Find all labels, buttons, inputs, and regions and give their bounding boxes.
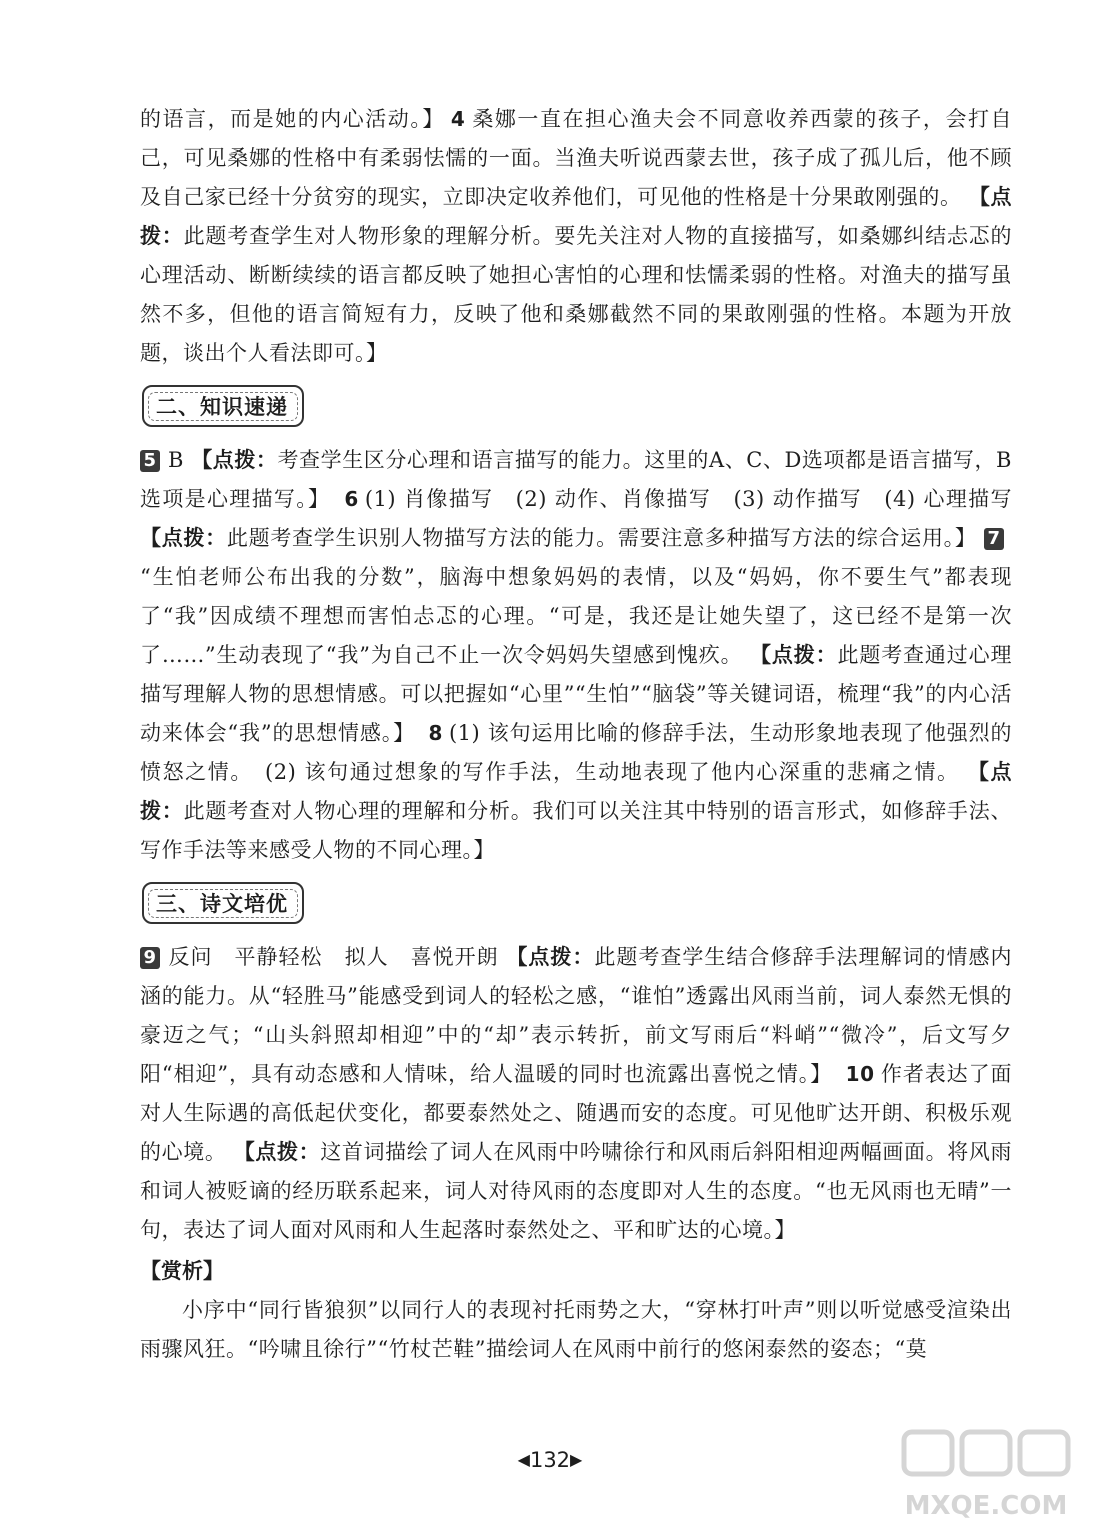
answer-text: B (168, 448, 184, 472)
tip-label: 【点拨： (191, 448, 278, 472)
tip-label: 【点拨： (506, 945, 595, 969)
tip-label: 【点拨： (140, 526, 227, 550)
answer-text: “生怕老师公布出我的分数”，脑海中想象妈妈的表情，以及“妈妈，你不要生气”都表现了“我”因成绩不理想而害怕忐忑的心理。“可是，我还是让她失望了，这已经不是第一次了……”生动表现了“我”为自己不止一次令妈妈失望感到愧疚。 (140, 565, 1012, 667)
right-arrow-icon: ▶ (570, 1450, 583, 1469)
answer-paragraph-3 (140, 938, 1012, 1250)
tip-text: 这首词描绘了词人在风雨中吟啸徐行和风雨后斜阳相迎两幅画面。将风雨和词人被贬谪的经历联系起来，词人对待风雨的态度即对人生的态度。“也无风雨也无晴”一句，表达了词人面对风雨和人生起落时泰然处之、平和旷达的心境。】 (140, 1140, 1012, 1242)
question-number: 4 (450, 107, 466, 131)
question-number-badge: 7 (984, 528, 1004, 550)
question-number-badge: 9 (140, 947, 160, 969)
answer-text: 桑娜一直在担心渔夫会不同意收养西蒙的孩子，会打自己，可见桑娜的性格中有柔弱怯懦的一面。当渔夫听说西蒙去世，孩子成了孤儿后，他不顾及自己家已经十分贫穷的现实，立即决定收养他们，可见他的性格是十分果敢刚强的。 (140, 107, 1013, 209)
tip-text: 此题考查学生对人物形象的理解分析。要先关注对人物的直接描写，如桑娜纠结忐忑的心理活动、断断续续的语言都反映了她担心害怕的心理和怯懦柔弱的性格。对渔夫的描写虽然不多，但他的语言简短有力，反映了他和桑娜截然不同的果敢刚强的性格。本题为开放题，谈出个人看法即可。】 (140, 224, 1013, 365)
question-number: 6 (344, 487, 359, 511)
tip-text: 考查学生区分心理和语言描写的能力。这里的A、C、D选项都是语言描写，B选项是心理描写。】 (140, 448, 1012, 511)
watermark-text: MXQE.COM (904, 1491, 1068, 1521)
answer-text: 反问 平静轻松 拟人 喜悦开朗 (168, 945, 499, 969)
answer-paragraph-1 (140, 100, 1012, 373)
left-arrow-icon: ◀ (517, 1450, 530, 1469)
section-heading: 二、知识速递 (142, 385, 304, 427)
tip-text: 此题考查通过心理描写理解人物的思想情感。可以把握如“心里”“生怕”“脑袋”等关键词语，梳理“我”的内心活动来体会“我”的思想情感。】 (140, 643, 1012, 745)
question-number-badge: 5 (140, 450, 160, 472)
section-heading: 三、诗文培优 (142, 882, 304, 924)
appreciation-text: 小序中“同行皆狼狈”以同行人的表现衬托雨势之大，“穿林打叶声”则以听觉感受渲染出雨骤风狂。“吟啸且徐行”“竹杖芒鞋”描绘词人在风雨中前行的悠闲泰然的姿态；“莫 (140, 1298, 1012, 1361)
tip-text: 此题考查对人物心理的理解和分析。我们可以关注其中特别的语言形式，如修辞手法、写作手法等来感受人物的不同心理。】 (140, 799, 1013, 862)
tip-label: 【点拨： (140, 185, 1012, 248)
tip-label: 【点拨： (233, 1140, 321, 1164)
question-number: 8 (428, 721, 443, 745)
page-number: 132 (529, 1448, 571, 1472)
watermark-logo-icon (896, 1426, 1086, 1526)
tip-text: 此题考查学生识别人物描写方法的能力。需要注意多种描写方法的综合运用。】 (226, 526, 977, 550)
appreciation-heading: 【赏析】 (140, 1259, 224, 1283)
answer-text: (1) 该句运用比喻的修辞手法，生动形象地表现了他强烈的愤怒之情。 (2) 该句通过想象的写作手法，生动地表现了他内心深重的悲痛之情。 (140, 721, 1012, 784)
tip-label: 【点拨： (750, 643, 838, 667)
tip-text: 此题考查学生结合修辞手法理解词的情感内涵的能力。从“轻胜马”能感受到词人的轻松之感，“谁怕”透露出风雨当前，词人泰然无惧的豪迈之气；“山头斜照却相迎”中的“却”表示转折，前文写雨后“料峭”“微冷”，后文写夕阳“相迎”，具有动态感和人情味，给人温暖的同时也流露出喜悦之情。】 (140, 945, 1013, 1086)
question-number: 10 (845, 1062, 875, 1086)
answer-page (140, 100, 1012, 1369)
answer-text: 作者表达了面对人生际遇的高低起伏变化，都要泰然处之、随遇而安的态度。可见他旷达开朗、积极乐观的心境。 (140, 1062, 1012, 1164)
answer-text: (1) 肖像描写 (2) 动作、肖像描写 (3) 动作描写 (4) 心理描写 (364, 487, 1013, 511)
answer-paragraph-2 (140, 441, 1012, 870)
answer-text: 的语言，而是她的内心活动。】 (140, 107, 445, 131)
tip-label: 【点拨： (140, 760, 1012, 823)
